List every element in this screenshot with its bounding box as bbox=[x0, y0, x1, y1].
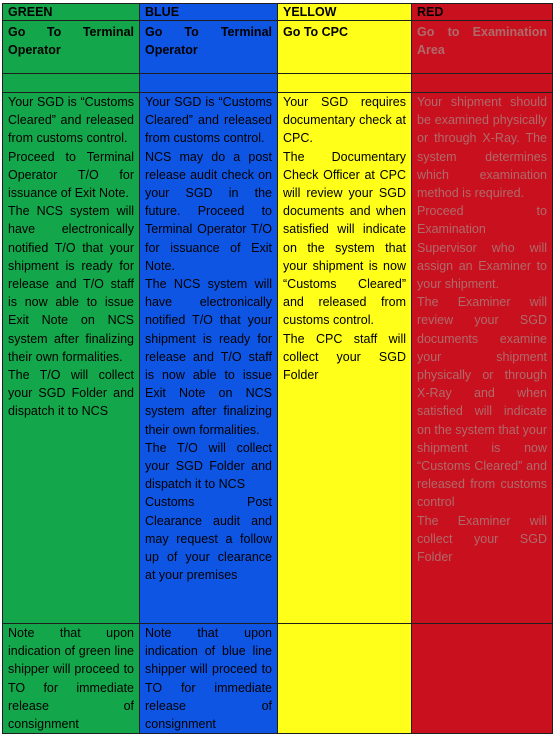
red-body-paragraph: The Examiner will collect your SGD Folder bbox=[417, 513, 547, 565]
blue-body-paragraph: The NCS system will have electronically notified T/O that your shipment is ready for release and T/O staff is now able to issue Exit Note on NCS system after finalizing their own formalities. bbox=[145, 277, 272, 437]
blue-body-paragraph: NCS may do a post release audit check on your SGD in the future. Proceed to Terminal Operator T/O for issuance of Exit Note. bbox=[145, 149, 272, 273]
yellow-lane-note bbox=[278, 624, 412, 734]
green-body-paragraph: Proceed to Terminal Operator T/O for issuance of Exit Note. bbox=[8, 149, 134, 201]
red-body-paragraph: The Examiner will review your SGD documents examine your shipment physically or through X-Ray and when satisfied will indicate on the system that your shipment is now “Customs Cleared” and released from customs control bbox=[417, 295, 547, 510]
lane-header-row bbox=[3, 4, 553, 21]
green-body-paragraph: The T/O will collect your SGD Folder and dispatch it to NCS bbox=[8, 368, 134, 419]
blue-spacer-cell bbox=[140, 74, 278, 93]
blue-lane-body bbox=[140, 93, 278, 624]
blue-body-paragraph: The T/O will collect your SGD Folder and dispatch it to NCS bbox=[145, 440, 272, 492]
yellow-lane-header: YELLOW bbox=[278, 4, 412, 21]
green-lane-header: GREEN bbox=[3, 4, 140, 21]
yellow-lane-body bbox=[278, 93, 412, 624]
red-lane-body bbox=[412, 93, 553, 624]
blue-lane-header: BLUE bbox=[140, 4, 278, 21]
green-body-paragraph: The NCS system will have electronically notified T/O that your shipment is ready for release and T/O staff is now able to issue Exit Note on NCS system after finalizing their own formalities. bbox=[8, 204, 134, 364]
green-body-paragraph: Your SGD is “Customs Cleared” and released from customs control. bbox=[8, 95, 134, 146]
yellow-lane-action: Go To CPC bbox=[278, 21, 412, 74]
green-lane-body bbox=[3, 93, 140, 624]
yellow-body-paragraph: The CPC staff will collect your SGD Folder bbox=[283, 331, 406, 383]
red-lane-action: Go to Examination Area bbox=[412, 21, 553, 74]
yellow-spacer-cell bbox=[278, 74, 412, 93]
yellow-body-paragraph: The Documentary Check Officer at CPC will review your SGD documents and when satisfied will indicate on the system that your shipment is now “Customs Cleared” and released from customs control. bbox=[283, 149, 406, 328]
red-lane-note bbox=[412, 624, 553, 734]
blue-body-paragraph: Your SGD is “Customs Cleared” and released from customs control. bbox=[145, 95, 272, 146]
red-spacer-cell bbox=[412, 74, 553, 93]
blue-lane-action: Go To Terminal Operator bbox=[140, 21, 278, 74]
lane-body-row bbox=[3, 93, 553, 624]
lane-note-row bbox=[3, 624, 553, 734]
red-body-paragraph: Your shipment should be examined physically or through X-Ray. The system determines which examination method is required. bbox=[417, 95, 547, 201]
green-lane-note: Note that upon indication of green line shipper will proceed to TO for immediate release of consignment bbox=[3, 624, 140, 734]
red-body-paragraph: Proceed to Examination Supervisor who will assign an Examiner to your shipment. bbox=[417, 204, 547, 292]
red-lane-header: RED bbox=[412, 4, 553, 21]
blue-body-paragraph: Customs Post Clearance audit and may request a follow up of your clearance at your premises bbox=[145, 495, 272, 583]
customs-lane-table bbox=[2, 3, 553, 734]
lane-action-row bbox=[3, 21, 553, 74]
blue-lane-note: Note that upon indication of blue line shipper will proceed to TO for immediate release of consignment bbox=[140, 624, 278, 734]
yellow-body-paragraph: Your SGD requires documentary check at CPC. bbox=[283, 95, 406, 146]
green-lane-action: Go To Terminal Operator bbox=[3, 21, 140, 74]
lane-spacer-row bbox=[3, 74, 553, 93]
green-spacer-cell bbox=[3, 74, 140, 93]
